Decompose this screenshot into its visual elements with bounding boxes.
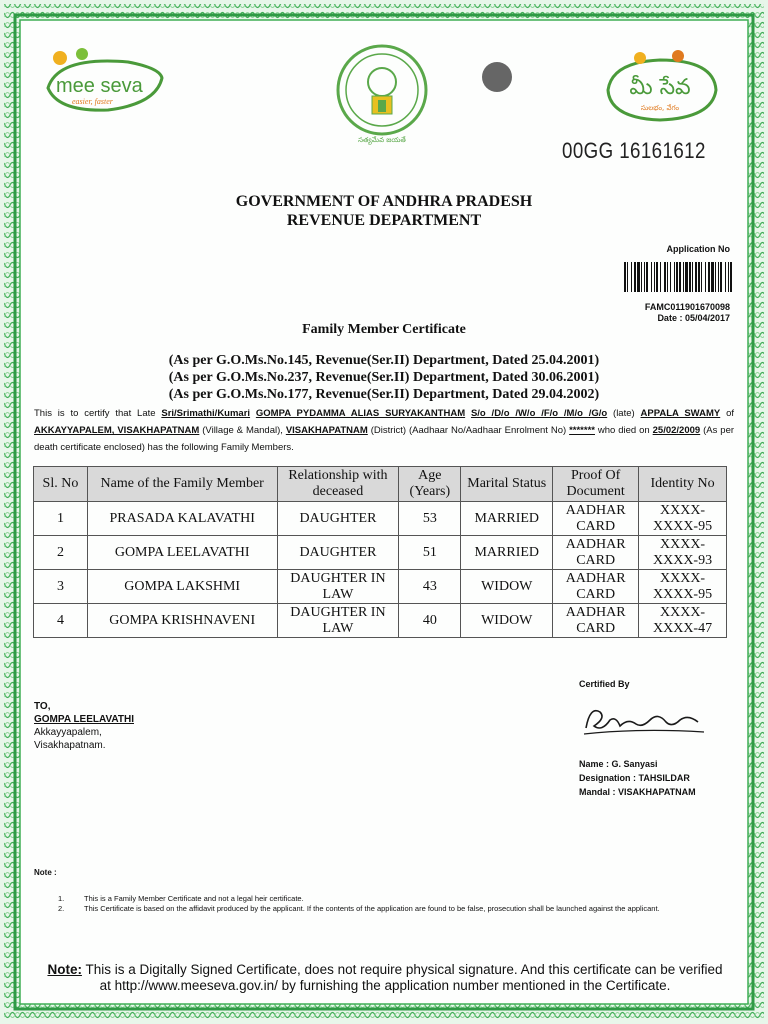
barcode [624,262,732,292]
officer-name: Name : G. Sanyasi [579,759,658,769]
deceased-name: GOMPA PYDAMMA ALIAS SURYAKANTHAM [255,408,466,419]
table-cell: MARRIED [461,502,553,536]
column-header: Marital Status [461,467,553,502]
certify-text: (District) (Aadhaar No/Aadhaar Enrolment No) [370,425,567,436]
table-cell: 2 [34,536,88,570]
table-row [34,570,727,604]
table-cell: 43 [399,570,461,604]
left-logo-tagline: easier, faster [72,97,113,106]
address-line: Visakhapatnam. [34,740,106,751]
go-line: (As per G.O.Ms.No.145, Revenue(Ser.II) Department, Dated 25.04.2001) [168,353,600,368]
emblem-caption: సత్యమేవ జయతే [358,136,406,144]
table-cell: DAUGHTER IN LAW [277,570,399,604]
column-header: Age (Years) [399,467,461,502]
certify-text: (As per death certificate enclosed) has the following Family Members. [34,425,735,453]
table-cell: AADHAR CARD [553,502,639,536]
column-header: Name of the Family Member [87,467,277,502]
state-emblem [334,42,430,146]
honorific: Sri/Srimathi/Kumari [161,408,251,419]
note-text: This is a Family Member Certificate and not a legal heir certificate. [84,894,304,903]
column-header: Identity No [639,467,727,502]
certifying-officer [579,757,696,799]
family-members-table [33,466,727,638]
government-title [0,192,768,230]
application-details [645,302,730,324]
table-cell: AADHAR CARD [553,536,639,570]
table-cell: WIDOW [461,604,553,638]
signature [580,698,710,744]
death-date: 25/02/2009 [652,425,701,436]
left-logo-text: mee seva [56,75,143,97]
table-row [34,536,727,570]
table-cell: 51 [399,536,461,570]
certify-text: (Village & Mandal), [202,425,283,436]
mee-seva-logo-left [38,48,168,118]
table-cell: 40 [399,604,461,638]
village: AKKAYYAPALEM, VISAKHAPATNAM [34,425,200,436]
notes-list [58,894,726,914]
notes-heading: Note : [34,868,57,877]
title-line-1: GOVERNMENT OF ANDHRA PRADESH [235,193,533,210]
application-date: Date : 05/04/2017 [657,313,730,323]
table-cell: 3 [34,570,88,604]
to-label: TO, [34,701,51,712]
address-line: Akkayyapalem, [34,727,102,738]
certificate-title: Family Member Certificate [302,322,466,337]
certification-text [34,405,734,456]
certify-text: This is to certify that Late [34,408,156,419]
aadhaar-number: ******* [569,425,595,436]
officer-mandal: Mandal : VISAKHAPATNAM [579,787,696,797]
footer-line-2: at http://www.meeseva.gov.in/ by furnishing the application number mentioned in the Certificate. [99,978,671,993]
table-cell: DAUGHTER [277,536,399,570]
table-cell: GOMPA LAKSHMI [87,570,277,604]
application-no-label: Application No [666,244,730,254]
title-line-2: REVENUE DEPARTMENT [286,212,482,229]
note-item: 1. This is a Family Member Certificate and not a legal heir certificate. [58,894,304,903]
table-cell: AADHAR CARD [553,570,639,604]
table-cell: MARRIED [461,536,553,570]
table-cell: DAUGHTER IN LAW [277,604,399,638]
recipient-name: GOMPA LEELAVATHI [34,714,134,725]
column-header: Sl. No [34,467,88,502]
table-cell: XXXX-XXXX-95 [639,502,727,536]
officer-designation: Designation : TAHSILDAR [579,773,690,783]
certify-text: of [726,408,734,419]
table-cell: AADHAR CARD [553,604,639,638]
table-cell: GOMPA LEELAVATHI [87,536,277,570]
table-cell: DAUGHTER [277,502,399,536]
parent-name: APPALA SWAMY [640,408,721,419]
footer-note-label: Note: [47,962,82,977]
column-header: Relationship with deceased [277,467,399,502]
go-references [0,352,768,403]
go-line: (As per G.O.Ms.No.177, Revenue(Ser.II) Department, Dated 29.04.2002) [168,387,600,402]
note-item: 2. This Certificate is based on the affidavit produced by the applicant. If the contents of the application are found to be false, prosecution shall be launched against the applicant. [58,904,660,913]
certified-by-label: Certified By [579,679,630,689]
table-cell: WIDOW [461,570,553,604]
application-number: FAMC011901670098 [644,302,730,312]
go-line: (As per G.O.Ms.No.237, Revenue(Ser.II) Department, Dated 30.06.2001) [168,370,600,385]
table-cell: 1 [34,502,88,536]
serial-number: 00GG 16161612 [562,138,706,163]
hologram-dot [482,62,512,92]
table-cell: GOMPA KRISHNAVENI [87,604,277,638]
table-cell: XXXX-XXXX-93 [639,536,727,570]
column-header: Proof Of Document [553,467,639,502]
table-row [34,502,727,536]
table-row [34,604,727,638]
table-cell: PRASADA KALAVATHI [87,502,277,536]
footer-line-1: This is a Digitally Signed Certificate, does not require physical signature. And this certificate can be verified [85,962,723,977]
note-text: This Certificate is based on the affidavit produced by the applicant. If the contents of the application are found to be false, prosecution shall be launched against the applicant. [84,904,660,913]
right-logo-tagline: సులభం, వేగం [640,104,680,112]
right-logo-text: మీ సేవ [629,75,691,100]
table-cell: 4 [34,604,88,638]
mee-seva-logo-right [600,50,722,126]
recipient-address [34,700,134,752]
table-cell: XXXX-XXXX-47 [639,604,727,638]
certify-text: (late) [613,408,635,419]
table-cell: XXXX-XXXX-95 [639,570,727,604]
table-header-row [34,467,727,502]
table-cell: 53 [399,502,461,536]
certify-text: who died on [597,425,650,436]
relation-codes: S/o /D/o /W/o /F/o /M/o /G/o [470,408,608,419]
verification-footer [30,962,740,994]
district: VISAKHAPATNAM [285,425,368,436]
